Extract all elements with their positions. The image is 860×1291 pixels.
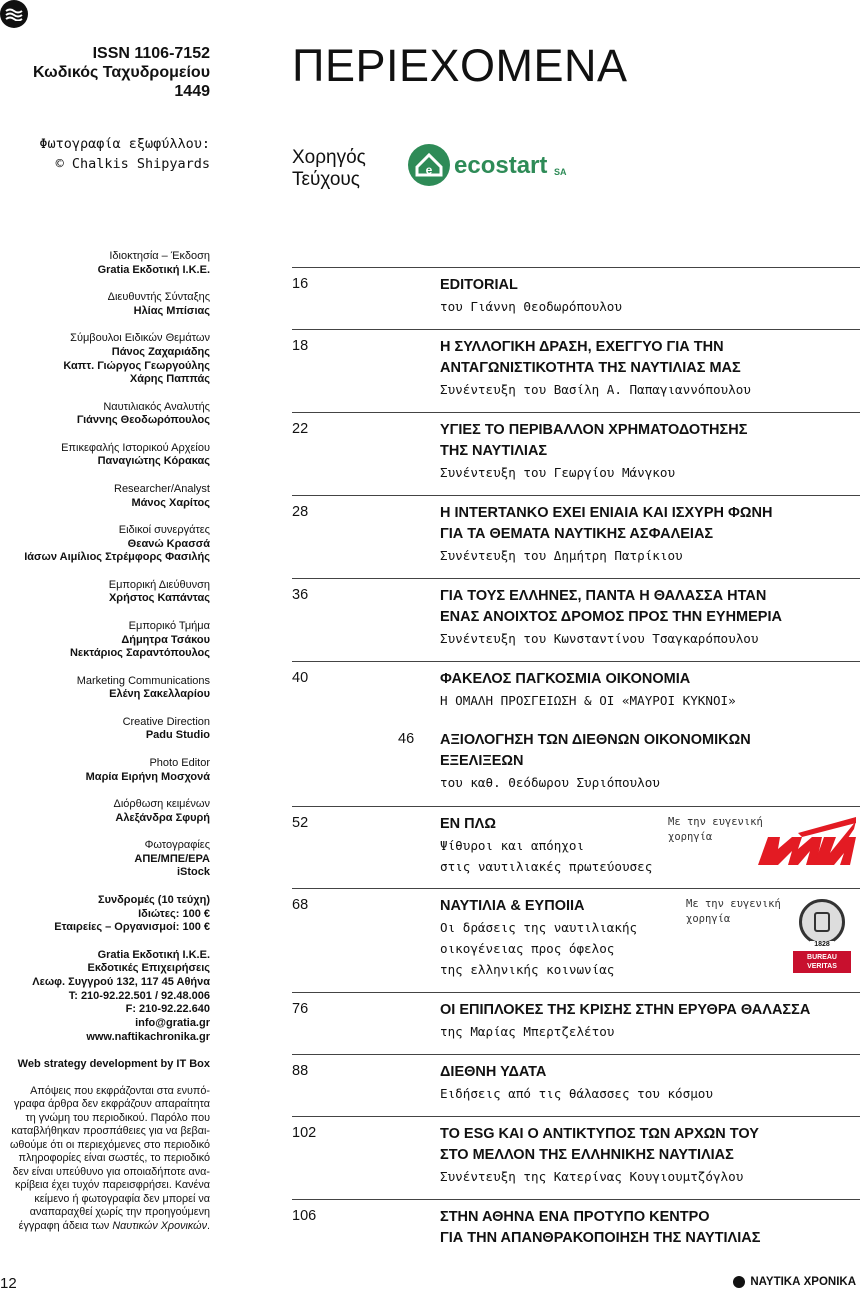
staff-name: Gratia Εκδοτική Ι.Κ.Ε.	[97, 263, 210, 276]
staff-role: Ναυτιλιακός Αναλυτής	[103, 400, 210, 413]
toc-title: ΓΙΑ ΤΟΥΣ ΕΛΛΗΝΕΣ, ΠΑΝΤΑ Η ΘΑΛΑΣΣΑ ΗΤΑΝ	[440, 588, 767, 604]
staff-entry	[0, 620, 210, 661]
staff-name: Πάνος Ζαχαριάδης	[111, 345, 210, 358]
staff-role: Researcher/Analyst	[114, 482, 210, 495]
toc-title: ΝΑΥΤΙΛΙΑ & ΕΥΠΟΙΙΑ	[440, 898, 585, 914]
staff-role: Photo Editor	[149, 756, 210, 769]
toc-entry[interactable]	[292, 992, 860, 1054]
mtm-logo-label: MTM	[758, 815, 761, 816]
staff-entry	[0, 675, 210, 702]
publication-logo-icon	[0, 0, 28, 28]
staff-name: Ελένη Σακελλαρίου	[109, 688, 210, 701]
cover-credit	[39, 134, 210, 174]
disclaimer-line: αναπαραχθεί χωρίς την προηγούμενη	[29, 1206, 210, 1219]
table-of-contents	[292, 267, 860, 1261]
toc-entry-body	[440, 730, 860, 793]
staff-role: Εμπορικό Τμήμα	[128, 619, 210, 632]
disclaimer-line: τη γνώμη του περιοδικού. Παρόλο που	[25, 1111, 210, 1124]
postal-code: 1449	[174, 83, 210, 100]
staff-entry	[0, 332, 210, 387]
mtm-logo	[758, 815, 856, 869]
toc-entry-body	[440, 275, 860, 317]
courtesy-line: Με την ευγενική	[686, 898, 781, 910]
brand-logo-icon	[733, 1276, 745, 1288]
toc-title: ΦΑΚΕΛΟΣ ΠΑΓΚΟΣΜΙΑ ΟΙΚΟΝΟΜΙΑ	[440, 671, 691, 687]
toc-entry[interactable]	[292, 1199, 860, 1261]
issue-sponsor-label	[292, 147, 366, 191]
subscriptions-companies: Εταιρείες – Οργανισμοί: 100 €	[54, 921, 210, 934]
ecostart-logo-suffix: SA	[554, 167, 567, 177]
toc-title: Η ΣΥΛΛΟΓΙΚΗ ΔΡΑΣΗ, ΕΧΕΓΓΥΟ ΓΙΑ ΤΗΝ	[440, 339, 724, 355]
toc-page-number: 16	[292, 276, 309, 292]
toc-title: ΣΤΗΝ ΑΘΗΝΑ ΕΝΑ ΠΡΟΤΥΠΟ ΚΕΝΤΡΟ	[440, 1209, 710, 1225]
disclaimer-line: κείμενο ή φωτογραφία δεν μπορεί να	[34, 1192, 210, 1205]
staff-name: Θεανώ Κρασσά	[127, 537, 210, 550]
toc-page-number: 22	[292, 421, 309, 437]
staff-name: ΑΠΕ/ΜΠΕ/ΕΡΑ	[134, 852, 210, 865]
disclaimer	[0, 1085, 210, 1234]
page-title: ΠΕΡΙΕΧΟΜΕΝΑ	[292, 40, 628, 91]
toc-title: ΓΙΑ ΤΗΝ ΑΠΑΝΘΡΑΚΟΠΟΙΗΣΗ ΤΗΣ ΝΑΥΤΙΛΙΑΣ	[440, 1230, 761, 1246]
publisher-address: Λεωφ. Συγγρού 132, 117 45 Αθήνα	[32, 976, 210, 989]
bureau-veritas-logo	[790, 899, 854, 975]
staff-role: Marketing Communications	[76, 674, 210, 687]
publisher-info	[0, 949, 210, 1045]
toc-page-number: 76	[292, 1001, 309, 1017]
toc-subtitle: Συνέντευξη του Γεωργίου Μάνγκου	[440, 465, 676, 480]
toc-subtitle: του Γιάννη Θεοδωρόπουλου	[440, 299, 622, 314]
staff-role: Ειδικοί συνεργάτες	[118, 523, 210, 536]
toc-title: ΟΙ ΕΠΙΠΛΟΚΕΣ ΤΗΣ ΚΡΙΣΗΣ ΣΤΗΝ ΕΡΥΘΡΑ ΘΑΛΑΣΣΑ	[440, 1002, 811, 1018]
publisher-fax: F: 210-92.22.640	[125, 1003, 210, 1016]
toc-entry[interactable]	[292, 888, 860, 992]
disclaimer-line: κρίβεια έχει τυχόν παρεισφρήσει. Κανένα	[15, 1179, 210, 1192]
cover-photo-label: Φωτογραφία εξωφύλλου:	[39, 136, 210, 152]
toc-page-number: 40	[292, 670, 309, 686]
toc-entry[interactable]	[292, 412, 860, 495]
toc-page-number: 68	[292, 897, 309, 913]
bureau-veritas-seal-icon	[799, 899, 845, 948]
bureau-veritas-year: 1828	[810, 941, 834, 948]
toc-entry[interactable]	[292, 806, 860, 888]
issn: ISSN 1106-7152	[92, 45, 210, 62]
publisher-website[interactable]: www.naftikachronika.gr	[86, 1030, 210, 1043]
toc-entry-body	[440, 503, 860, 566]
staff-name: Ιάσων Αιμίλιος Στρέμφορς Φασιλής	[24, 551, 210, 564]
staff-name: Αλεξάνδρα Σφυρή	[115, 811, 210, 824]
toc-title: ΑΝΤΑΓΩΝΙΣΤΙΚΟΤΗΤΑ ΤΗΣ ΝΑΥΤΙΛΙΑΣ ΜΑΣ	[440, 360, 741, 376]
toc-title: ΤΟ ESG ΚΑΙ Ο ΑΝΤΙΚΤΥΠΟΣ ΤΩΝ ΑΡΧΩΝ ΤΟΥ	[440, 1126, 759, 1142]
toc-page-number: 102	[292, 1125, 317, 1141]
publisher-name: Gratia Εκδοτική Ι.Κ.Ε.	[97, 948, 210, 961]
toc-entry-body	[440, 669, 860, 711]
staff-role: Φωτογραφίες	[144, 839, 210, 852]
sponsor-label-line: Χορηγός	[292, 147, 366, 168]
toc-entry-body	[440, 420, 860, 483]
toc-entry-body	[440, 1062, 860, 1104]
toc-title: ΕΞΕΛΙΞΕΩΝ	[440, 753, 524, 769]
staff-role: Creative Direction	[122, 715, 210, 728]
toc-subtitle: της Μαρίας Μπερτζελέτου	[440, 1024, 615, 1039]
staff-role: Σύμβουλοι Ειδικών Θεμάτων	[70, 332, 210, 345]
toc-subtitle: Ειδήσεις από τις θάλασσες του κόσμου	[440, 1086, 713, 1101]
sponsor-courtesy-note	[668, 815, 763, 845]
publisher-type: Εκδοτικές Επιχειρήσεις	[87, 962, 210, 975]
staff-name: Μαρία Ειρήνη Μοσχονά	[85, 770, 210, 783]
issn-block	[33, 44, 210, 101]
staff-name: Καπτ. Γιώργος Γεωργούλης	[63, 359, 210, 372]
toc-entry[interactable]	[292, 495, 860, 578]
disclaimer-line: ωθούμε ότι οι περιεχόμενες στο περιοδικό	[9, 1138, 210, 1151]
disclaimer-line: δεν είναι υπεύθυνο για οποιαδήποτε ανα-	[12, 1165, 210, 1178]
toc-entry-body	[440, 337, 860, 400]
toc-subtitle: του καθ. Θεόδωρου Συριόπουλου	[440, 775, 660, 790]
toc-title: ΔΙΕΘΝΗ ΥΔΑΤΑ	[440, 1064, 547, 1080]
staff-name: Ηλίας Μπίσιας	[133, 304, 210, 317]
toc-page-number: 88	[292, 1063, 309, 1079]
staff-entry	[0, 757, 210, 784]
staff-entry	[0, 442, 210, 469]
toc-entry-body	[440, 1207, 860, 1249]
staff-entry	[0, 839, 210, 880]
staff-name: Γιάννης Θεοδωρόπουλος	[76, 414, 210, 427]
toc-entry[interactable]	[292, 1054, 860, 1116]
toc-title: ΕΝ ΠΛΩ	[440, 816, 496, 832]
toc-page-number: 28	[292, 504, 309, 520]
footer-brand	[733, 1276, 856, 1288]
toc-subtitle: της ελληνικής κοινωνίας	[440, 962, 615, 977]
staff-entry	[0, 524, 210, 565]
toc-title: ΕΝΑΣ ΑΝΟΙΧΤΟΣ ΔΡΟΜΟΣ ΠΡΟΣ ΤΗΝ ΕΥΗΜΕΡΙΑ	[440, 609, 782, 625]
toc-subtitle: Οι δράσεις της ναυτιλιακής	[440, 920, 638, 935]
staff-entry	[0, 250, 210, 277]
staff-role: Εμπορική Διεύθυνση	[108, 578, 210, 591]
staff-name: Μάνος Χαρίτος	[131, 496, 210, 509]
wave-icon	[5, 7, 23, 21]
staff-name: Χάρης Παππάς	[129, 373, 210, 386]
toc-title: EDITORIAL	[440, 277, 518, 293]
staff-entry	[0, 579, 210, 606]
staff-entry	[0, 483, 210, 510]
staff-column	[0, 250, 210, 1233]
staff-entry	[0, 798, 210, 825]
disclaimer-line: γραφα άρθρα δεν εκφράζουν απαραίτητα	[13, 1098, 210, 1111]
publication-name: Ναυτικών Χρονικών	[112, 1219, 207, 1232]
toc-entry-body	[440, 586, 860, 649]
toc-entry[interactable]	[292, 723, 860, 806]
page-number: 12	[0, 1275, 17, 1291]
toc-subtitle: οικογένειας προς όφελος	[440, 941, 615, 956]
toc-entry[interactable]	[292, 578, 860, 661]
toc-entry-body	[440, 1124, 860, 1187]
toc-title: ΥΓΙΕΣ ΤΟ ΠΕΡΙΒΑΛΛΟΝ ΧΡΗΜΑΤΟΔΟΤΗΣΗΣ	[440, 422, 748, 438]
disclaimer-line: καταβλήθηκαν προσπάθειες για να βεβαι-	[11, 1125, 210, 1138]
staff-name: Παναγιώτης Κόρακας	[97, 455, 210, 468]
staff-role: Διευθυντής Σύνταξης	[107, 291, 210, 304]
disclaimer-line: πληροφορίες είναι σωστές, το περιοδικό	[18, 1152, 210, 1165]
toc-page-number: 52	[292, 815, 309, 831]
bureau-veritas-name: BUREAU VERITAS	[793, 951, 851, 973]
toc-subtitle: Συνέντευξη του Βασίλη Α. Παπαγιαννόπουλου	[440, 382, 751, 397]
staff-entry	[0, 716, 210, 743]
courtesy-line: χορηγία	[668, 831, 713, 843]
toc-title: ΣΤΟ ΜΕΛΛΟΝ ΤΗΣ ΕΛΛΗΝΙΚΗΣ ΝΑΥΤΙΛΙΑΣ	[440, 1147, 734, 1163]
staff-name: iStock	[176, 866, 210, 879]
toc-title: ΤΗΣ ΝΑΥΤΙΛΙΑΣ	[440, 443, 548, 459]
toc-page-number: 46	[398, 731, 415, 747]
staff-role: Επικεφαλής Ιστορικού Αρχείου	[61, 441, 210, 454]
ecostart-logo-text: ecostart	[454, 152, 548, 179]
toc-title: ΑΞΙΟΛΟΓΗΣΗ ΤΩΝ ΔΙΕΘΝΩΝ ΟΙΚΟΝΟΜΙΚΩΝ	[440, 732, 751, 748]
cover-photo-credit: © Chalkis Shipyards	[55, 156, 210, 172]
footer-brand-name: ΝΑΥΤΙΚΑ ΧΡΟΝΙΚΑ	[750, 1276, 856, 1288]
toc-title: ΓΙΑ ΤΑ ΘΕΜΑΤΑ ΝΑΥΤΙΚΗΣ ΑΣΦΑΛΕΙΑΣ	[440, 526, 714, 542]
publisher-phone: T: 210-92.22.501 / 92.48.006	[68, 989, 210, 1002]
toc-entry[interactable]	[292, 661, 860, 723]
toc-subtitle: Συνέντευξη του Κωνσταντίνου Τσαγκαρόπουλου	[440, 631, 759, 646]
toc-subtitle: Συνέντευξη του Δημήτρη Πατρίκιου	[440, 548, 683, 563]
staff-name: Padu Studio	[145, 729, 210, 742]
disclaimer-line: Απόψεις που εκφράζονται στα ενυπό-	[30, 1084, 210, 1097]
toc-entry[interactable]	[292, 1116, 860, 1199]
publisher-email[interactable]: info@gratia.gr	[135, 1017, 210, 1030]
web-strategy-credit: Web strategy development by IT Box	[17, 1058, 210, 1071]
toc-subtitle: Συνέντευξη της Κατερίνας Κουγιουμτζόγλου	[440, 1169, 744, 1184]
staff-entry	[0, 291, 210, 318]
sponsor-courtesy-note	[686, 897, 781, 927]
staff-role: Ιδιοκτησία – Έκδοση	[109, 250, 210, 262]
ecostart-logo	[406, 142, 576, 188]
staff-role: Διόρθωση κειμένων	[113, 797, 210, 810]
subscriptions-individuals: Ιδιώτες: 100 €	[138, 907, 210, 920]
toc-subtitle: στις ναυτιλιακές πρωτεύουσες	[440, 859, 653, 874]
sponsor-label-line: Τεύχους	[292, 169, 360, 190]
disclaimer-line: έγγραφη άδεια των Ναυτικών Χρονικών.	[18, 1219, 210, 1232]
toc-subtitle: Ψίθυροι και απόηχοι	[440, 838, 585, 853]
toc-page-number: 18	[292, 338, 309, 354]
toc-title: Η INTERTANKO ΕΧΕΙ ΕΝΙΑΙΑ ΚΑΙ ΙΣΧΥΡΗ ΦΩΝΗ	[440, 505, 773, 521]
toc-subtitle: Η ΟΜΑΛΗ ΠΡΟΣΓΕΙΩΣΗ & ΟΙ «ΜΑΥΡΟΙ ΚΥΚΝΟΙ»	[440, 693, 736, 708]
toc-entry[interactable]	[292, 267, 860, 329]
toc-entry-body	[440, 1000, 860, 1042]
staff-entry	[0, 401, 210, 428]
subscriptions	[0, 894, 210, 935]
staff-name: Δήμητρα Τσάκου	[121, 633, 210, 646]
toc-page-number: 36	[292, 587, 309, 603]
subscriptions-title: Συνδρομές (10 τεύχη)	[98, 893, 210, 906]
courtesy-line: χορηγία	[686, 913, 731, 925]
staff-name: Χρήστος Καπάντας	[108, 592, 210, 605]
courtesy-line: Με την ευγενική	[668, 816, 763, 828]
svg-text:e: e	[425, 163, 433, 177]
staff-name: Νεκτάριος Σαραντόπουλος	[69, 647, 210, 660]
toc-entry[interactable]	[292, 329, 860, 412]
postal-code-label: Κωδικός Ταχυδρομείου	[32, 64, 210, 81]
toc-page-number: 106	[292, 1208, 317, 1224]
